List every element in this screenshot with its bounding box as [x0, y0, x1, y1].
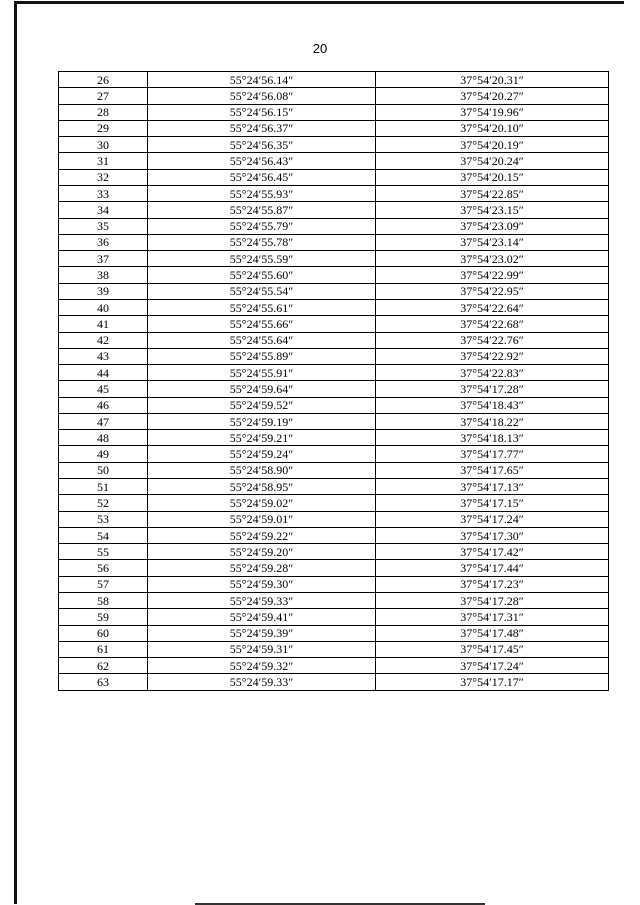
point-number-cell: 53	[59, 511, 148, 527]
latitude-cell: 55°24′59.64″	[148, 381, 376, 397]
table-row	[59, 397, 609, 413]
longitude-cell: 37°54′20.27″	[376, 88, 609, 104]
latitude-cell: 55°24′55.93″	[148, 185, 376, 201]
longitude-cell: 37°54′17.48″	[376, 625, 609, 641]
coordinates-table-body	[59, 72, 609, 691]
table-row	[59, 560, 609, 576]
table-row	[59, 381, 609, 397]
latitude-cell: 55°24′58.90″	[148, 462, 376, 478]
latitude-cell: 55°24′55.79″	[148, 218, 376, 234]
longitude-cell: 37°54′17.65″	[376, 462, 609, 478]
longitude-cell: 37°54′23.02″	[376, 251, 609, 267]
latitude-cell: 55°24′59.33″	[148, 674, 376, 690]
point-number-cell: 50	[59, 462, 148, 478]
point-number-cell: 43	[59, 348, 148, 364]
point-number-cell: 41	[59, 316, 148, 332]
table-row	[59, 527, 609, 543]
point-number-cell: 27	[59, 88, 148, 104]
latitude-cell: 55°24′59.02″	[148, 495, 376, 511]
table-row	[59, 658, 609, 674]
table-row	[59, 185, 609, 201]
longitude-cell: 37°54′22.85″	[376, 185, 609, 201]
table-row	[59, 120, 609, 136]
longitude-cell: 37°54′22.68″	[376, 316, 609, 332]
point-number-cell: 42	[59, 332, 148, 348]
longitude-cell: 37°54′17.45″	[376, 641, 609, 657]
longitude-cell: 37°54′23.14″	[376, 234, 609, 250]
table-row	[59, 430, 609, 446]
point-number-cell: 31	[59, 153, 148, 169]
latitude-cell: 55°24′59.28″	[148, 560, 376, 576]
latitude-cell: 55°24′55.78″	[148, 234, 376, 250]
point-number-cell: 33	[59, 185, 148, 201]
table-row	[59, 267, 609, 283]
latitude-cell: 55°24′55.61″	[148, 299, 376, 315]
point-number-cell: 28	[59, 104, 148, 120]
longitude-cell: 37°54′17.44″	[376, 560, 609, 576]
longitude-cell: 37°54′22.76″	[376, 332, 609, 348]
point-number-cell: 48	[59, 430, 148, 446]
latitude-cell: 55°24′59.01″	[148, 511, 376, 527]
scan-border-top	[14, 1, 624, 4]
table-row	[59, 283, 609, 299]
point-number-cell: 29	[59, 120, 148, 136]
latitude-cell: 55°24′56.08″	[148, 88, 376, 104]
table-row	[59, 234, 609, 250]
point-number-cell: 55	[59, 544, 148, 560]
longitude-cell: 37°54′17.24″	[376, 658, 609, 674]
latitude-cell: 55°24′55.60″	[148, 267, 376, 283]
scan-border-left	[14, 1, 17, 904]
table-row	[59, 641, 609, 657]
point-number-cell: 26	[59, 72, 148, 88]
longitude-cell: 37°54′20.31″	[376, 72, 609, 88]
latitude-cell: 55°24′59.41″	[148, 609, 376, 625]
table-row	[59, 593, 609, 609]
longitude-cell: 37°54′17.15″	[376, 495, 609, 511]
table-row	[59, 332, 609, 348]
longitude-cell: 37°54′17.17″	[376, 674, 609, 690]
longitude-cell: 37°54′22.99″	[376, 267, 609, 283]
point-number-cell: 52	[59, 495, 148, 511]
point-number-cell: 38	[59, 267, 148, 283]
latitude-cell: 55°24′59.39″	[148, 625, 376, 641]
longitude-cell: 37°54′19.96″	[376, 104, 609, 120]
table-row	[59, 544, 609, 560]
table-row	[59, 153, 609, 169]
latitude-cell: 55°24′55.64″	[148, 332, 376, 348]
page-number: 20	[312, 41, 328, 56]
latitude-cell: 55°24′55.59″	[148, 251, 376, 267]
latitude-cell: 55°24′58.95″	[148, 479, 376, 495]
longitude-cell: 37°54′18.13″	[376, 430, 609, 446]
point-number-cell: 62	[59, 658, 148, 674]
table-row	[59, 511, 609, 527]
table-row	[59, 104, 609, 120]
table-row	[59, 479, 609, 495]
longitude-cell: 37°54′23.09″	[376, 218, 609, 234]
latitude-cell: 55°24′59.31″	[148, 641, 376, 657]
longitude-cell: 37°54′17.28″	[376, 593, 609, 609]
table-row	[59, 495, 609, 511]
latitude-cell: 55°24′59.52″	[148, 397, 376, 413]
latitude-cell: 55°24′59.24″	[148, 446, 376, 462]
table-row	[59, 202, 609, 218]
longitude-cell: 37°54′17.30″	[376, 527, 609, 543]
longitude-cell: 37°54′17.13″	[376, 479, 609, 495]
table-row	[59, 137, 609, 153]
table-row	[59, 251, 609, 267]
longitude-cell: 37°54′17.28″	[376, 381, 609, 397]
point-number-cell: 46	[59, 397, 148, 413]
point-number-cell: 47	[59, 413, 148, 429]
table-row	[59, 576, 609, 592]
latitude-cell: 55°24′56.15″	[148, 104, 376, 120]
longitude-cell: 37°54′23.15″	[376, 202, 609, 218]
table-row	[59, 446, 609, 462]
point-number-cell: 49	[59, 446, 148, 462]
point-number-cell: 36	[59, 234, 148, 250]
point-number-cell: 63	[59, 674, 148, 690]
longitude-cell: 37°54′17.31″	[376, 609, 609, 625]
table-row	[59, 218, 609, 234]
latitude-cell: 55°24′59.20″	[148, 544, 376, 560]
point-number-cell: 61	[59, 641, 148, 657]
longitude-cell: 37°54′22.64″	[376, 299, 609, 315]
longitude-cell: 37°54′17.24″	[376, 511, 609, 527]
coordinates-table	[58, 71, 609, 691]
table-row	[59, 72, 609, 88]
latitude-cell: 55°24′56.43″	[148, 153, 376, 169]
point-number-cell: 35	[59, 218, 148, 234]
point-number-cell: 34	[59, 202, 148, 218]
latitude-cell: 55°24′59.30″	[148, 576, 376, 592]
longitude-cell: 37°54′22.83″	[376, 365, 609, 381]
table-row	[59, 316, 609, 332]
latitude-cell: 55°24′55.91″	[148, 365, 376, 381]
table-row	[59, 625, 609, 641]
table-row	[59, 365, 609, 381]
latitude-cell: 55°24′55.87″	[148, 202, 376, 218]
latitude-cell: 55°24′59.19″	[148, 413, 376, 429]
longitude-cell: 37°54′20.10″	[376, 120, 609, 136]
latitude-cell: 55°24′56.14″	[148, 72, 376, 88]
latitude-cell: 55°24′56.37″	[148, 120, 376, 136]
point-number-cell: 30	[59, 137, 148, 153]
table-row	[59, 169, 609, 185]
longitude-cell: 37°54′20.19″	[376, 137, 609, 153]
point-number-cell: 44	[59, 365, 148, 381]
point-number-cell: 45	[59, 381, 148, 397]
point-number-cell: 57	[59, 576, 148, 592]
latitude-cell: 55°24′56.45″	[148, 169, 376, 185]
longitude-cell: 37°54′22.92″	[376, 348, 609, 364]
point-number-cell: 54	[59, 527, 148, 543]
table-row	[59, 609, 609, 625]
table-row	[59, 88, 609, 104]
longitude-cell: 37°54′20.24″	[376, 153, 609, 169]
point-number-cell: 39	[59, 283, 148, 299]
point-number-cell: 32	[59, 169, 148, 185]
latitude-cell: 55°24′55.54″	[148, 283, 376, 299]
longitude-cell: 37°54′17.77″	[376, 446, 609, 462]
latitude-cell: 55°24′59.32″	[148, 658, 376, 674]
point-number-cell: 59	[59, 609, 148, 625]
latitude-cell: 55°24′55.66″	[148, 316, 376, 332]
latitude-cell: 55°24′59.22″	[148, 527, 376, 543]
point-number-cell: 51	[59, 479, 148, 495]
point-number-cell: 37	[59, 251, 148, 267]
table-row	[59, 413, 609, 429]
longitude-cell: 37°54′20.15″	[376, 169, 609, 185]
point-number-cell: 60	[59, 625, 148, 641]
point-number-cell: 56	[59, 560, 148, 576]
table-row	[59, 462, 609, 478]
point-number-cell: 40	[59, 299, 148, 315]
longitude-cell: 37°54′22.95″	[376, 283, 609, 299]
table-row	[59, 348, 609, 364]
point-number-cell: 58	[59, 593, 148, 609]
longitude-cell: 37°54′18.22″	[376, 413, 609, 429]
longitude-cell: 37°54′18.43″	[376, 397, 609, 413]
longitude-cell: 37°54′17.42″	[376, 544, 609, 560]
table-row	[59, 674, 609, 690]
table-row	[59, 299, 609, 315]
latitude-cell: 55°24′56.35″	[148, 137, 376, 153]
latitude-cell: 55°24′59.33″	[148, 593, 376, 609]
latitude-cell: 55°24′59.21″	[148, 430, 376, 446]
latitude-cell: 55°24′55.89″	[148, 348, 376, 364]
longitude-cell: 37°54′17.23″	[376, 576, 609, 592]
